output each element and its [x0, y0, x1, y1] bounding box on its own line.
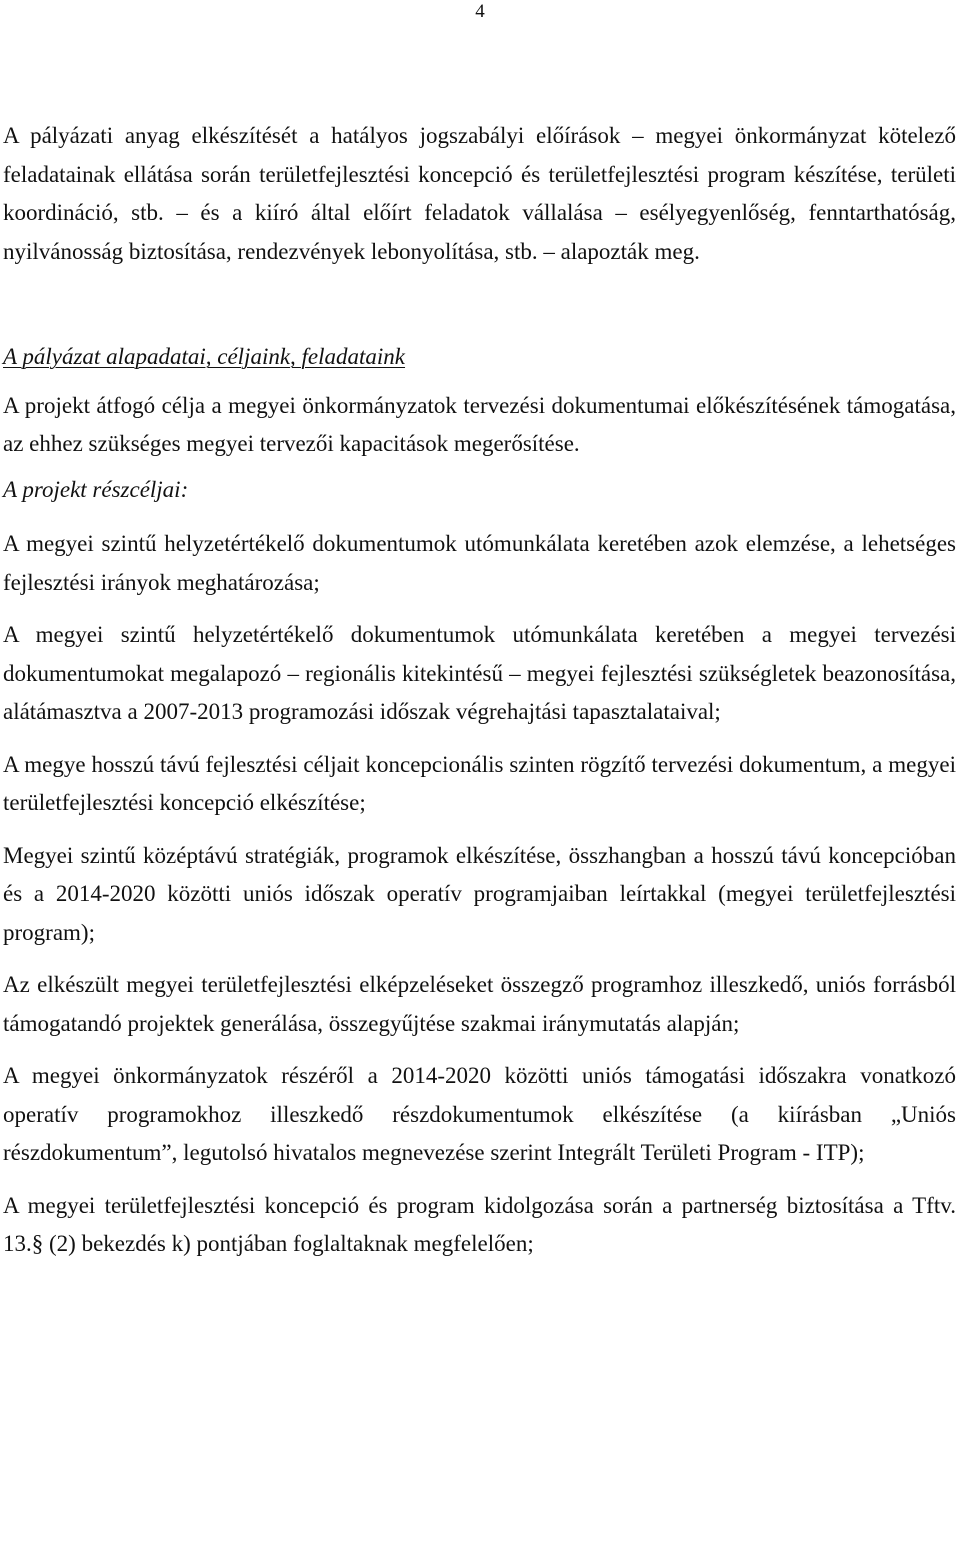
sub-objective-item: A megyei önkormányzatok részéről a 2014-2020 közötti uniós támogatási időszakra vonatkozó operatív programokhoz illeszkedő részdokumentumok elkészítése (a kiírásban „Uniós részdokumentum”, legutolsó hivatalos megnevezése szerint Integrált Területi Program - ITP);	[3, 1063, 956, 1165]
sub-objective-item: A megyei szintű helyzetértékelő dokumentumok utómunkálata keretében a megyei tervezési dokumentumokat megalapozó – regionális kitekintésű – megyei fejlesztési szükségletek beazonosítása, alátámasztva a 2007-2013 programozási időszak végrehajtási tapasztalataival;	[3, 622, 956, 724]
sub-objective-item: A megyei területfejlesztési koncepció és program kidolgozása során a partnerség biztosítása a Tftv. 13.§ (2) bekezdés k) pontjában foglaltaknak megfelelően;	[3, 1192, 956, 1256]
sub-objectives-heading: A projekt részcéljai:	[3, 476, 189, 502]
page-number: 4	[475, 1, 485, 22]
sub-objective-item: Az elkészült megyei területfejlesztési elképzeléseket összegző programhoz illeszkedő, uniós forrásból támogatandó projektek generálása, összegyűjtése szakmai iránymutatás alapján;	[3, 972, 956, 1036]
section-heading: A pályázat alapadatai, céljaink, feladataink	[3, 344, 406, 369]
sub-objective-item: A megyei szintű helyzetértékelő dokumentumok utómunkálata keretében azok elemzése, a lehetséges fejlesztési irányok meghatározása;	[3, 531, 956, 595]
sub-objective-item: Megyei szintű középtávú stratégiák, programok elkészítése, összhangban a hosszú távú koncepcióban és a 2014-2020 közötti uniós időszak operatív programjaiban leírtakkal (megyei területfejlesztési program);	[3, 842, 956, 945]
project-goal-paragraph: A projekt átfogó célja a megyei önkormányzatok tervezési dokumentumai előkészítésének támogatása, az ehhez szükséges megyei tervezői kapacitások megerősítése.	[3, 392, 956, 456]
sub-objective-item: A megye hosszú távú fejlesztési céljait koncepcionális szinten rögzítő tervezési dokumentum, a megyei területfejlesztési koncepció elkészítése;	[3, 751, 956, 815]
intro-paragraph: A pályázati anyag elkészítését a hatályos jogszabályi előírások – megyei önkormányzat kötelező feladatainak ellátása során területfejlesztési koncepció és területfejlesztési program készítése, területi koordináció, stb. – és a kiíró által előírt feladatok vállalása – esélyegyenlőség, fenntarthatóság, nyilvánosság biztosítása, rendezvények lebonyolítása, stb. – alapozták meg.	[3, 123, 956, 264]
page-content	[3, 117, 956, 1264]
